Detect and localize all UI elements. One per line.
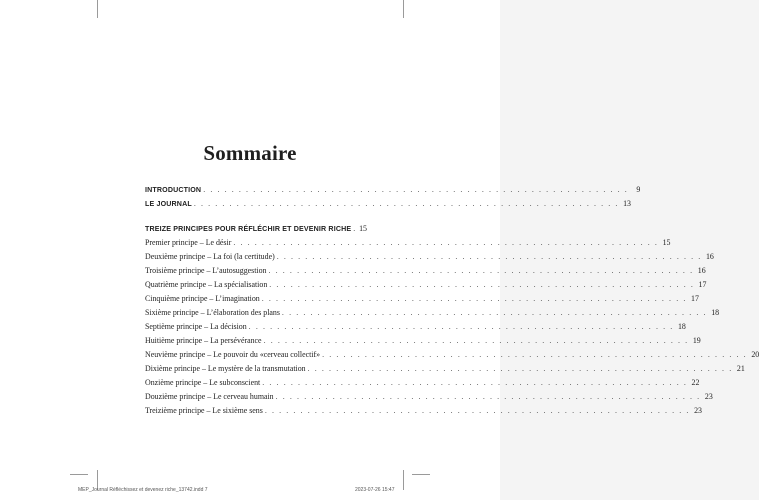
toc-leader-dots: . . . . . . . . . . . . . . . . . . . . . . . . . . . . . . . . . . . . . . . . . . . . . . . . . . . . . . . . . . . . [276,252,702,261]
footer-file-label: MEP_Journal Réfléchissez et devenez riche_13742.indd 7 [78,487,208,493]
toc-entry-label: Treizième principe – Le sixième sens [145,406,263,415]
page-title: Sommaire [203,141,297,165]
toc-entry-label: Douzième principe – Le cerveau humain [145,392,274,401]
toc-leader-dots: . . . . . . . . . . . . . . . . . . . . . . . . . . . . . . . . . . . . . . . . . . . . . . . . . . . . . . . . . . . . [263,336,689,345]
toc-entry-label: Septième principe – La décision [145,322,247,331]
toc-entry-label: INTRODUCTION [145,186,202,194]
toc-page-number: 17 [698,280,707,289]
crop-mark-bottom-left-h [70,474,88,475]
toc-leader-dots: . . . . . . . . . . . . . . . . . . . . . . . . . . . . . . . . . . . . . . . . . . . . . . . . . . . . . . . . . . . . [261,294,687,303]
section-gap [145,211,367,222]
toc-page-number: 22 [691,378,700,387]
crop-mark-bottom-right-h [412,474,430,475]
toc-entry-row [145,250,714,264]
toc-page-number: 9 [636,185,641,194]
toc-leader-dots: . . . . . . . . . . . . . . . . . . . . . . . . . . . . . . . . . . . . . . . . . . . . . . . . . . . . . . . . . . . . [275,392,701,401]
toc-entry-label: TREIZE PRINCIPES POUR RÉFLÉCHIR ET DEVENIR RICHE [145,225,352,233]
toc-leader-dots: . . . . . . . . . . . . . . . . . . . . . . . . . . . . . . . . . . . . . . . . . . . . . . . . . . . . . . . . . . . . [264,406,690,415]
crop-mark-top-left [97,0,98,18]
toc-leader-dots: . . . . . . . . . . . . . . . . . . . . . . . . . . . . . . . . . . . . . . . . . . . . . . . . . . . . . . . . . . . . [322,350,748,359]
toc-leader-dots: . . . . . . . . . . . . . . . . . . . . . . . . . . . . . . . . . . . . . . . . . . . . . . . . . . . . . . . . . . . . [233,238,659,247]
toc-page-number: 20 [751,350,759,359]
toc-entry-label: Huitième principe – La persévérance [145,336,262,345]
toc-leader-dots: . . . . . . . . . . . . . . . . . . . . . . . . . . . . . . . . . . . . . . . . . . . . . . . . . . . . . . . . . . . . [281,308,708,317]
footer-date: 2023-07-26 15:47 [355,487,395,493]
toc-page-number: 18 [677,322,686,331]
toc-entry-row [145,334,701,348]
crop-mark-bottom-right [403,470,404,490]
crop-mark-top-right [403,0,404,18]
toc-page-number: 16 [697,266,706,275]
toc-entry-label: LE JOURNAL [145,200,192,208]
toc-entry-row [145,362,745,376]
toc-entry-label: Onzième principe – Le subconscient [145,378,261,387]
toc-entry-row [145,236,671,250]
toc-entry-row [145,348,759,362]
toc-entry-label: Dixième principe – Le mystère de la transmutation [145,364,306,373]
table-of-contents [145,183,759,418]
toc-entry-row [145,306,720,320]
toc-entry-label: Deuxième principe – La foi (la certitude) [145,252,275,261]
toc-section-row [145,222,367,236]
toc-section-row [145,183,641,197]
toc-entry-label: Neuvième principe – Le pouvoir du «cerveau collectif» [145,350,321,359]
toc-entry-label: Quatrième principe – La spécialisation [145,280,268,289]
toc-leader-dots: . . . . . . . . . . . . . . . . . . . . . . . . . . . . . . . . . . . . . . . . . . . . . . . . . . . . . . . . . . . . [248,322,674,331]
toc-leader-dots: . . . . . . . . . . . . . . . . . . . . . . . . . . . . . . . . . . . . . . . . . . . . . . . . . . . . . . . . . . . . [268,266,694,275]
toc-leader-dots [353,222,355,236]
toc-entry-row [145,264,706,278]
toc-section-row [145,197,631,211]
toc-page-number: 15 [359,224,367,233]
toc-entry-row [145,292,699,306]
toc-leader-dots: . . . . . . . . . . . . . . . . . . . . . . . . . . . . . . . . . . . . . . . . . . . . . . . . . . . . . . . . . . . . [193,199,619,208]
toc-entry-label: Troisième principe – L’autosuggestion [145,266,267,275]
toc-entry-row [145,320,686,334]
toc-entry-label: Premier principe – Le désir [145,238,232,247]
toc-leader-dots: . . . . . . . . . . . . . . . . . . . . . . . . . . . . . . . . . . . . . . . . . . . . . . . . . . . . . . . . . . . . [203,185,629,194]
toc-page-number: 15 [662,238,671,247]
toc-page-number: 16 [705,252,714,261]
toc-entry-row [145,390,713,404]
toc-page-number: 21 [736,364,745,373]
toc-page-number: 23 [694,406,702,415]
toc-leader-dots: . . . . . . . . . . . . . . . . . . . . . . . . . . . . . . . . . . . . . . . . . . . . . . . . . . . . . . . . . . . . [269,280,695,289]
toc-entry-row [145,404,702,418]
toc-page-number: 13 [623,199,631,208]
toc-page-number: 18 [711,308,720,317]
toc-entry-row [145,278,707,292]
toc-leader-dots: . . . . . . . . . . . . . . . . . . . . . . . . . . . . . . . . . . . . . . . . . . . . . . . . . . . . . . . . . . . . [307,364,733,373]
toc-entry-label: Sixième principe – L’élaboration des plans [145,308,280,317]
toc-page-number: 17 [691,294,699,303]
toc-leader-dots: . . . . . . . . . . . . . . . . . . . . . . . . . . . . . . . . . . . . . . . . . . . . . . . . . . . . . . . . . . . . [262,378,688,387]
toc-entry-label: Cinquième principe – L’imagination [145,294,260,303]
toc-page-number: 19 [692,336,701,345]
toc-entry-row [145,376,700,390]
toc-page-number: 23 [704,392,713,401]
